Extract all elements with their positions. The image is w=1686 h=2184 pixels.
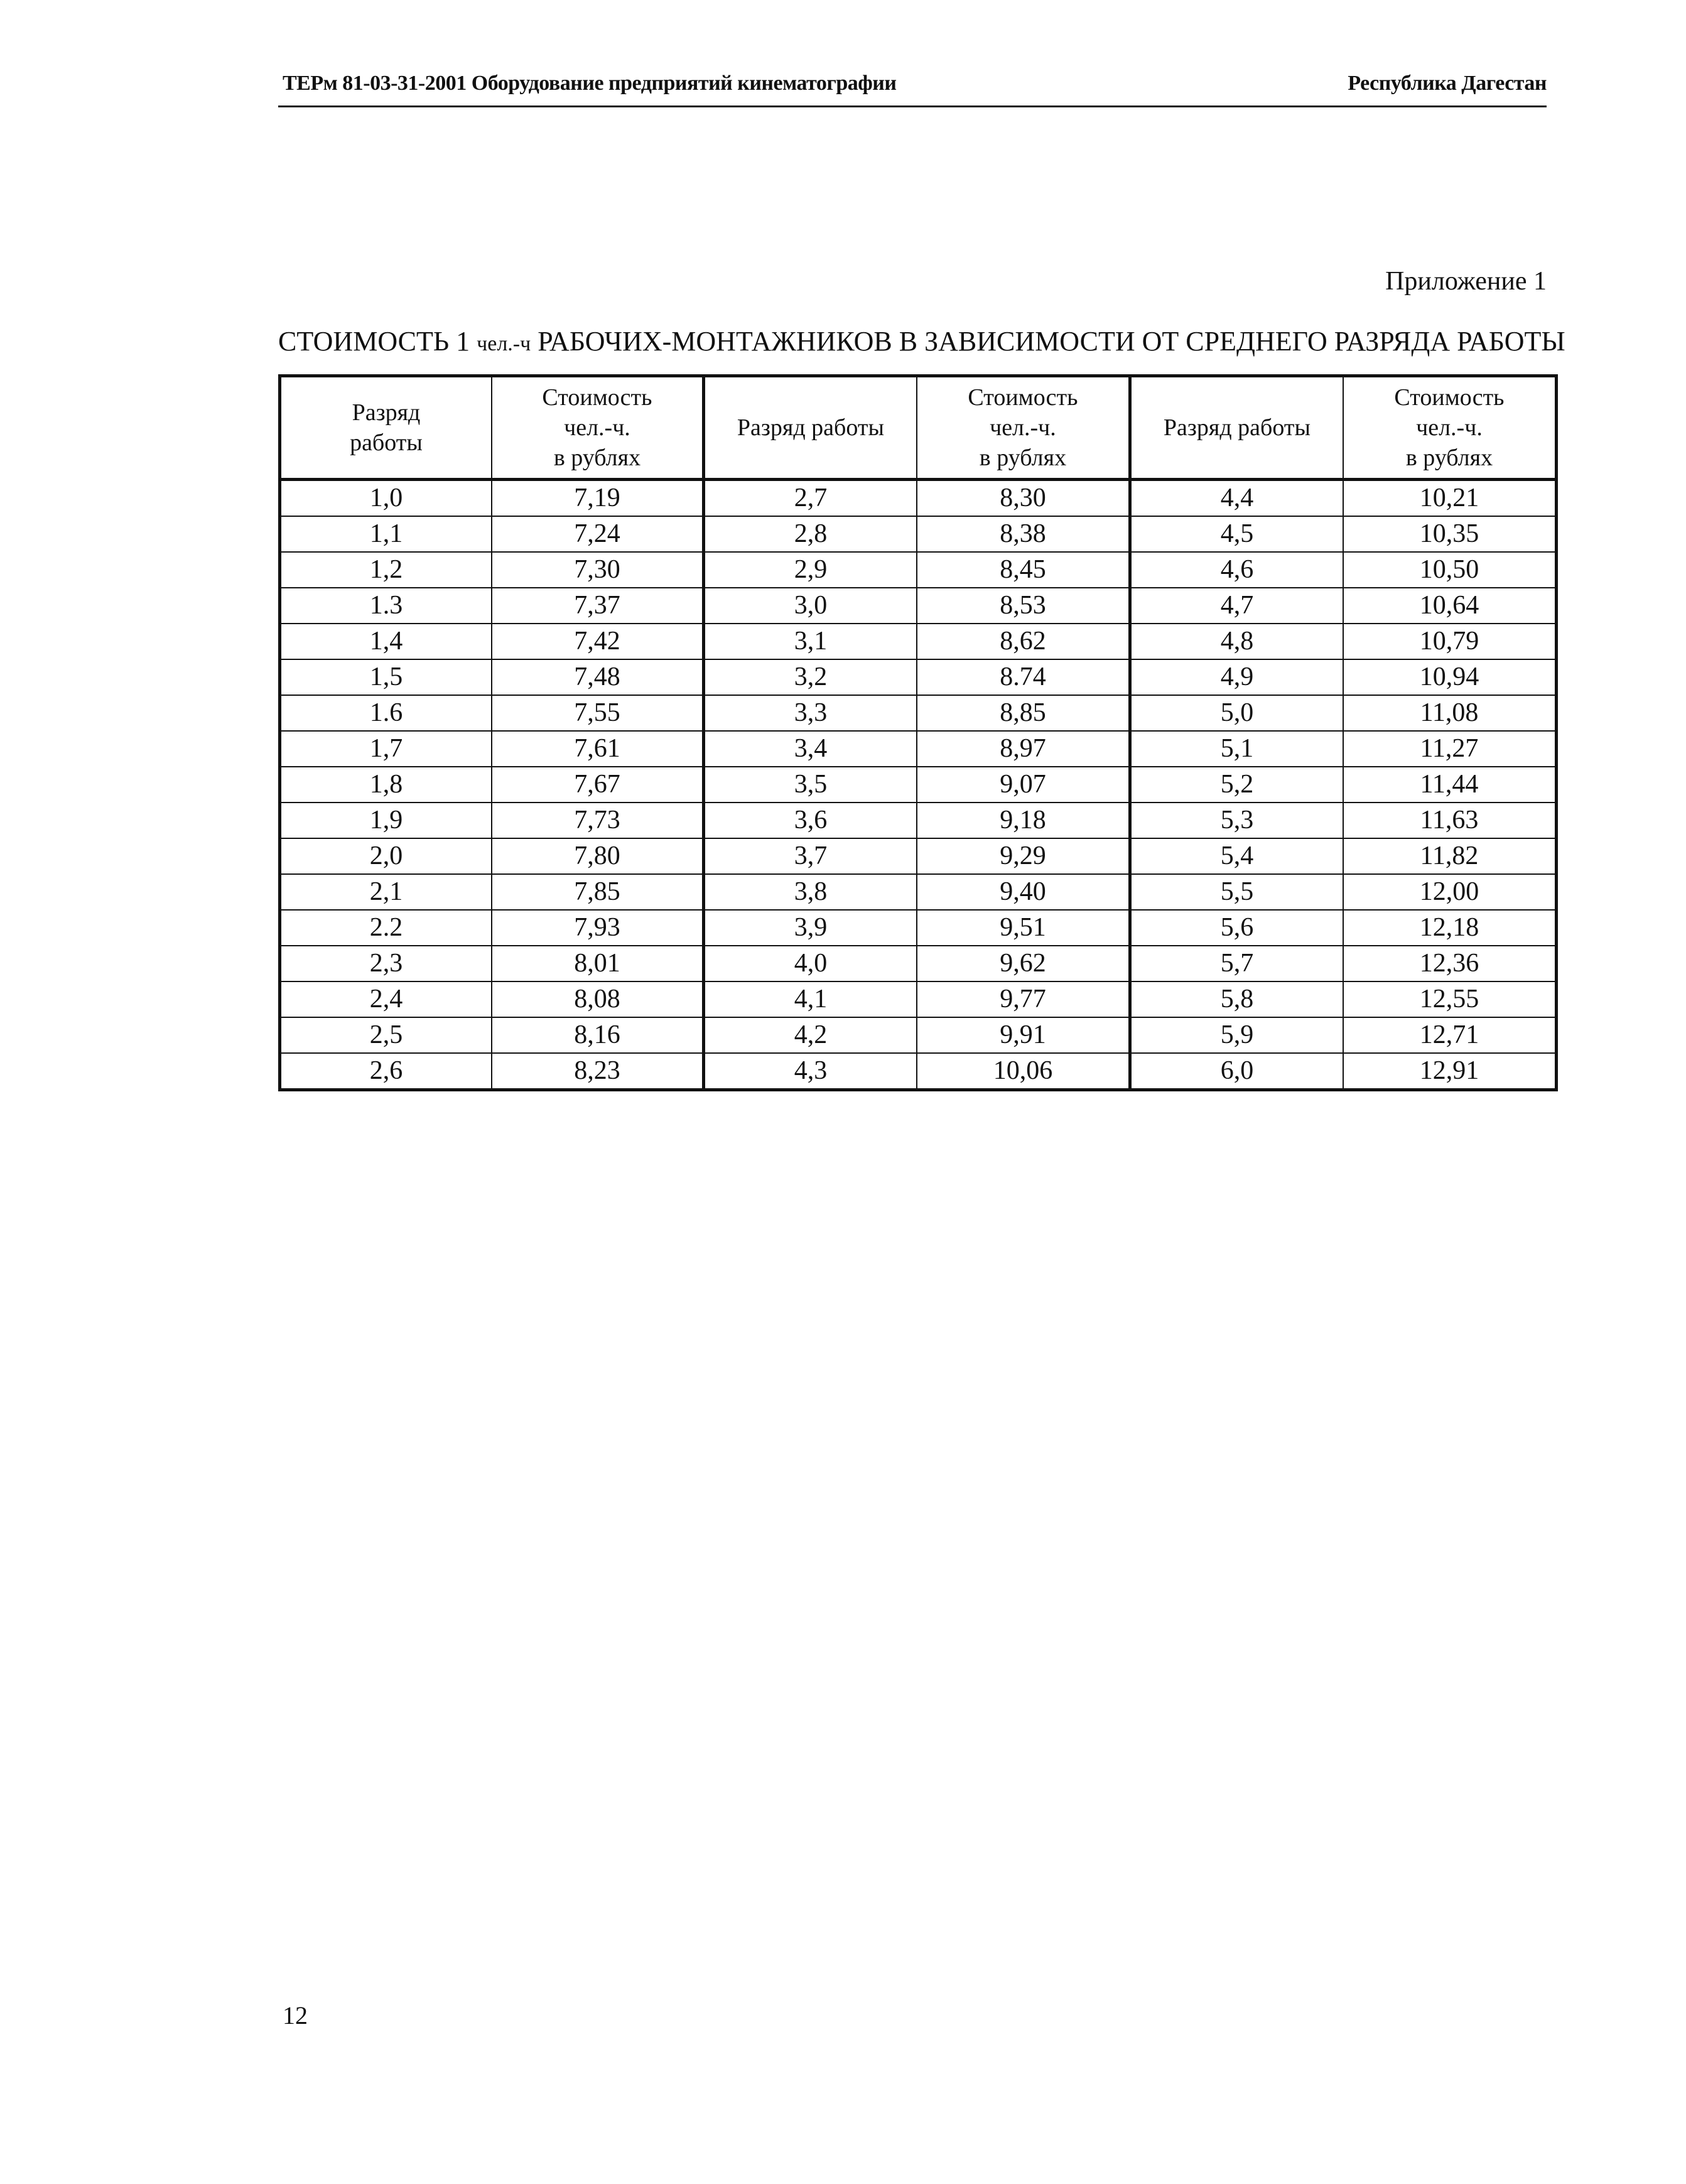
cost-cell: 12,91 [1343, 1053, 1557, 1090]
column-header-line: Разряд работы [1163, 414, 1311, 441]
cost-cell: 10,50 [1343, 552, 1557, 588]
cost-cell: 9,62 [917, 946, 1130, 981]
table-row [280, 731, 1557, 767]
grade-cell: 4,0 [703, 946, 917, 981]
grade-cell: 2,9 [703, 552, 917, 588]
grade-cell: 5,3 [1130, 803, 1343, 838]
grade-cell: 2,3 [280, 946, 492, 981]
table-row [280, 552, 1557, 588]
cost-cell: 9,18 [917, 803, 1130, 838]
grade-cell: 5,8 [1130, 981, 1343, 1017]
column-header-line: Стоимость [968, 384, 1078, 411]
cost-cell: 10,64 [1343, 588, 1557, 624]
table-row [280, 1017, 1557, 1053]
table-row [280, 516, 1557, 552]
cost-cell: 8,01 [492, 946, 703, 981]
grade-cell: 1,4 [280, 624, 492, 659]
cost-cell: 8,97 [917, 731, 1130, 767]
cost-cell: 10,35 [1343, 516, 1557, 552]
grade-cell: 5,0 [1130, 695, 1343, 731]
table-row [280, 624, 1557, 659]
column-header-line: чел.-ч. [990, 414, 1056, 441]
grade-cell: 4,6 [1130, 552, 1343, 588]
grade-cell: 2,8 [703, 516, 917, 552]
cost-cell: 7,55 [492, 695, 703, 731]
cost-cell: 10,94 [1343, 659, 1557, 695]
grade-cell: 2,5 [280, 1017, 492, 1053]
grade-cell: 4,5 [1130, 516, 1343, 552]
grade-cell: 3,7 [703, 838, 917, 874]
grade-cell: 5,4 [1130, 838, 1343, 874]
table-row [280, 874, 1557, 910]
grade-cell: 3,4 [703, 731, 917, 767]
cost-cell: 7,85 [492, 874, 703, 910]
grade-cell: 2,1 [280, 874, 492, 910]
grade-cell: 3,6 [703, 803, 917, 838]
cost-cell: 11,08 [1343, 695, 1557, 731]
grade-cell: 1,7 [280, 731, 492, 767]
grade-cell: 1.6 [280, 695, 492, 731]
table-row [280, 695, 1557, 731]
rates-table [278, 374, 1558, 1091]
grade-cell: 2,7 [703, 480, 917, 517]
cost-cell: 11,27 [1343, 731, 1557, 767]
table-row [280, 838, 1557, 874]
grade-cell: 2.2 [280, 910, 492, 946]
appendix-label: Приложение 1 [1385, 267, 1547, 296]
grade-cell: 1,0 [280, 480, 492, 517]
table-row [280, 910, 1557, 946]
cost-cell: 7,42 [492, 624, 703, 659]
grade-cell: 3,8 [703, 874, 917, 910]
table-row [280, 480, 1557, 517]
grade-cell: 4,9 [1130, 659, 1343, 695]
grade-cell: 1,5 [280, 659, 492, 695]
cost-cell: 12,00 [1343, 874, 1557, 910]
grade-cell: 5,2 [1130, 767, 1343, 803]
column-header-line: чел.-ч. [1416, 414, 1483, 441]
column-header [703, 376, 917, 480]
grade-cell: 3,2 [703, 659, 917, 695]
grade-cell: 4,8 [1130, 624, 1343, 659]
cost-cell: 11,44 [1343, 767, 1557, 803]
cost-cell: 7,93 [492, 910, 703, 946]
cost-cell: 7,24 [492, 516, 703, 552]
cost-cell: 8,45 [917, 552, 1130, 588]
grade-cell: 4,1 [703, 981, 917, 1017]
column-header-line: в рублях [553, 445, 641, 471]
grade-cell: 4,3 [703, 1053, 917, 1090]
grade-cell: 4,7 [1130, 588, 1343, 624]
cost-cell: 7,19 [492, 480, 703, 517]
table-row [280, 946, 1557, 981]
grade-cell: 1,1 [280, 516, 492, 552]
column-header-line: в рублях [979, 445, 1067, 471]
cost-cell: 11,82 [1343, 838, 1557, 874]
grade-cell: 5,7 [1130, 946, 1343, 981]
column-header-line: работы [350, 430, 423, 456]
table-row [280, 981, 1557, 1017]
grade-cell: 6,0 [1130, 1053, 1343, 1090]
header-divider [278, 105, 1547, 107]
grade-cell: 4,4 [1130, 480, 1343, 517]
column-header-line: Разряд [352, 399, 421, 426]
running-header-title: ТЕРм 81-03-31-2001 Оборудование предприятий кинематографии [283, 72, 897, 95]
grade-cell: 2,0 [280, 838, 492, 874]
column-header-line: Стоимость [542, 384, 652, 411]
grade-cell: 4,2 [703, 1017, 917, 1053]
grade-cell: 3,9 [703, 910, 917, 946]
cost-cell: 8,23 [492, 1053, 703, 1090]
cost-cell: 10,21 [1343, 480, 1557, 517]
grade-cell: 3,5 [703, 767, 917, 803]
column-header [280, 376, 492, 480]
grade-cell: 2,6 [280, 1053, 492, 1090]
cost-cell: 7,80 [492, 838, 703, 874]
cost-cell: 9,07 [917, 767, 1130, 803]
grade-cell: 1,9 [280, 803, 492, 838]
column-header-line: в рублях [1405, 445, 1493, 471]
table-row [280, 803, 1557, 838]
table-header-row [280, 376, 1557, 480]
cost-cell: 8,08 [492, 981, 703, 1017]
cost-cell: 9,51 [917, 910, 1130, 946]
cost-cell: 10,06 [917, 1053, 1130, 1090]
cost-cell: 9,91 [917, 1017, 1130, 1053]
cost-cell: 11,63 [1343, 803, 1557, 838]
column-header-line: Стоимость [1394, 384, 1505, 411]
grade-cell: 3,3 [703, 695, 917, 731]
cost-cell: 7,37 [492, 588, 703, 624]
cost-cell: 7,30 [492, 552, 703, 588]
cost-cell: 8,16 [492, 1017, 703, 1053]
cost-cell: 8,62 [917, 624, 1130, 659]
column-header [492, 376, 703, 480]
cost-cell: 12,71 [1343, 1017, 1557, 1053]
table-title-part-1: СТОИМОСТЬ 1 [278, 326, 477, 357]
cost-cell: 12,36 [1343, 946, 1557, 981]
table-row [280, 1053, 1557, 1090]
cost-cell: 8,38 [917, 516, 1130, 552]
column-header-line: чел.-ч. [564, 414, 630, 441]
page-number: 12 [283, 2001, 308, 2030]
cost-cell: 7,48 [492, 659, 703, 695]
grade-cell: 5,1 [1130, 731, 1343, 767]
table-title [278, 325, 1565, 357]
grade-cell: 2,4 [280, 981, 492, 1017]
cost-cell: 12,18 [1343, 910, 1557, 946]
cost-cell: 9,29 [917, 838, 1130, 874]
grade-cell: 5,5 [1130, 874, 1343, 910]
cost-cell: 12,55 [1343, 981, 1557, 1017]
table-row [280, 767, 1557, 803]
cost-cell: 8,30 [917, 480, 1130, 517]
column-header [1130, 376, 1343, 480]
table-title-unit: чел.-ч [477, 332, 531, 355]
grade-cell: 5,9 [1130, 1017, 1343, 1053]
grade-cell: 5,6 [1130, 910, 1343, 946]
grade-cell: 1.3 [280, 588, 492, 624]
cost-cell: 9,40 [917, 874, 1130, 910]
cost-cell: 9,77 [917, 981, 1130, 1017]
table-row [280, 659, 1557, 695]
table-body [280, 480, 1557, 1090]
grade-cell: 3,0 [703, 588, 917, 624]
grade-cell: 3,1 [703, 624, 917, 659]
column-header [1343, 376, 1557, 480]
cost-cell: 7,61 [492, 731, 703, 767]
cost-cell: 8,53 [917, 588, 1130, 624]
cost-cell: 10,79 [1343, 624, 1557, 659]
table-title-part-3: РАБОЧИХ-МОНТАЖНИКОВ В ЗАВИСИМОСТИ ОТ СРЕДНЕГО РАЗРЯДА РАБОТЫ [531, 326, 1565, 357]
cost-cell: 7,73 [492, 803, 703, 838]
grade-cell: 1,2 [280, 552, 492, 588]
column-header-line: Разряд работы [737, 414, 885, 441]
running-header-region: Республика Дагестан [1348, 72, 1547, 95]
cost-cell: 8,85 [917, 695, 1130, 731]
grade-cell: 1,8 [280, 767, 492, 803]
column-header [917, 376, 1130, 480]
table-row [280, 588, 1557, 624]
cost-cell: 8.74 [917, 659, 1130, 695]
cost-cell: 7,67 [492, 767, 703, 803]
